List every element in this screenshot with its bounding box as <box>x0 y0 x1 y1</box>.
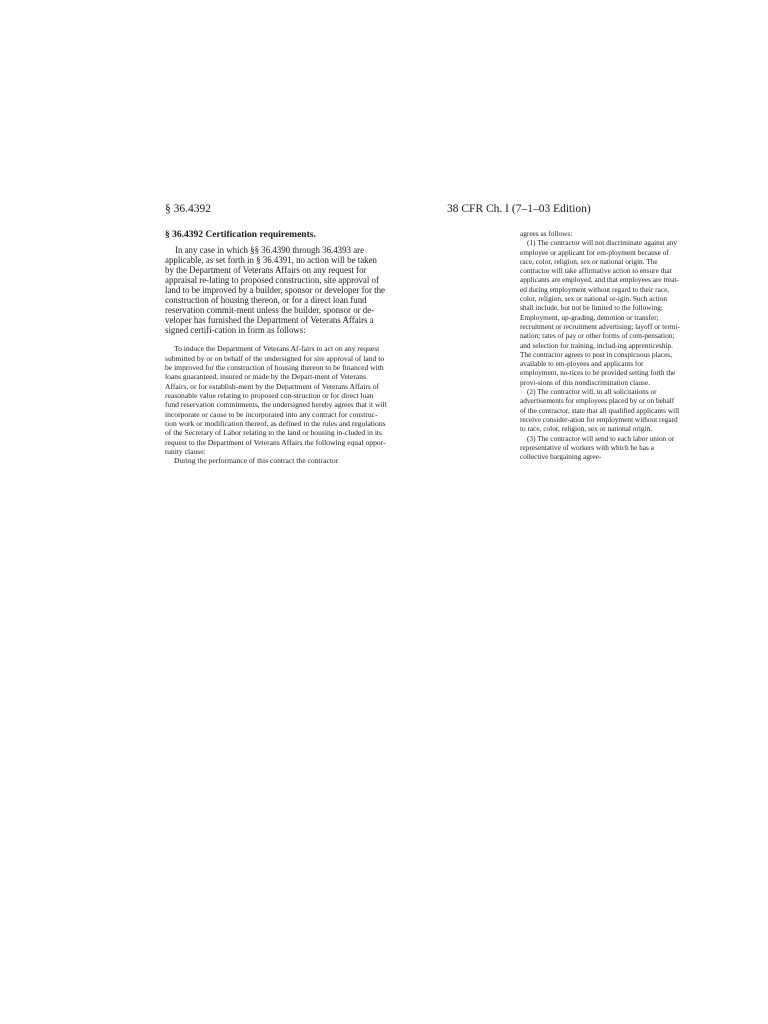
running-head-section: § 36.4392 <box>165 203 211 215</box>
left-column <box>165 230 387 466</box>
running-head-title: 38 CFR Ch. I (7–1–03 Edition) <box>447 203 591 215</box>
clause-paragraph-1: (1) The contractor will not discriminate against any employee or applicant for em-ployment because of race, color, religion, sex or national origin. The contractor will take affirmative action to ensure that applicants are employed, and that employees are treat-ed during employment without regard to their race, color, religion, sex or national or-igin. Such action shall include, but not be limited to the following: Employment, up-grading, demotion or transfer; recruitment or recruitment advertising; layoff or termi-nation; rates of pay or other forms of com-pensation; and selection for training, includ-ing apprenticeship. The contractor agrees to post in conspicuous places, available to em-ployees and applicants for employment, no-tices to be provided setting forth the provi-sions of this nondiscrimination clause. <box>520 238 680 387</box>
certification-paragraph: To induce the Department of Veterans Af-fairs to act on any request submitted by or on behalf of the undersigned for site approval of land to be improved for the construction of housing thereon to be financed with loans guaranteed, insured or made by the Depart-ment of Veterans Affairs, or for establish-ment by the Department of Veterans Affairs of reasonable value relating to proposed con-struction or for direct loan fund reservation commitments, the undersigned hereby agrees that it will incorporate or cause to be incorporated into any contract for construc-tion work or modification thereof, as defined in the rules and regulations of the Secretary of Labor relating to the land or housing in-cluded in its request to the Department of Veterans Affairs the following equal oppor-tunity clause: <box>165 344 387 457</box>
clause-paragraph-2: (2) The contractor will, in all solicitations or advertisements for employees placed by or on behalf of the contractor, state that all qualified applicants will receive consider-ation for employment without regard to race, color, religion, sex or national origin. <box>520 387 680 434</box>
certification-block <box>165 344 387 465</box>
section-heading: § 36.4392 Certification requirements. <box>165 230 316 240</box>
right-column <box>520 229 680 461</box>
clause-paragraph-3: (3) The contractor will send to each labor union or representative of workers with which he has a collective bargaining agree- <box>520 433 675 462</box>
clause-continuation: agrees as follows: <box>520 229 573 238</box>
intro-paragraph: In any case in which §§ 36.4390 through 36.4393 are applicable, as set forth in § 36.4391, no action will be taken by the Department of Veterans Affairs on any request for appraisal re-lating to proposed construction, site approval of land to be improved by a builder, sponsor or developer for the construction of housing thereon, or for a direct loan fund reservation commit-ment unless the builder, sponsor or de-veloper has furnished the Department of Veterans Affairs a signed certifi-cation in form as follows: <box>165 245 385 336</box>
performance-paragraph: During the performance of this contract the contractor <box>174 456 339 466</box>
